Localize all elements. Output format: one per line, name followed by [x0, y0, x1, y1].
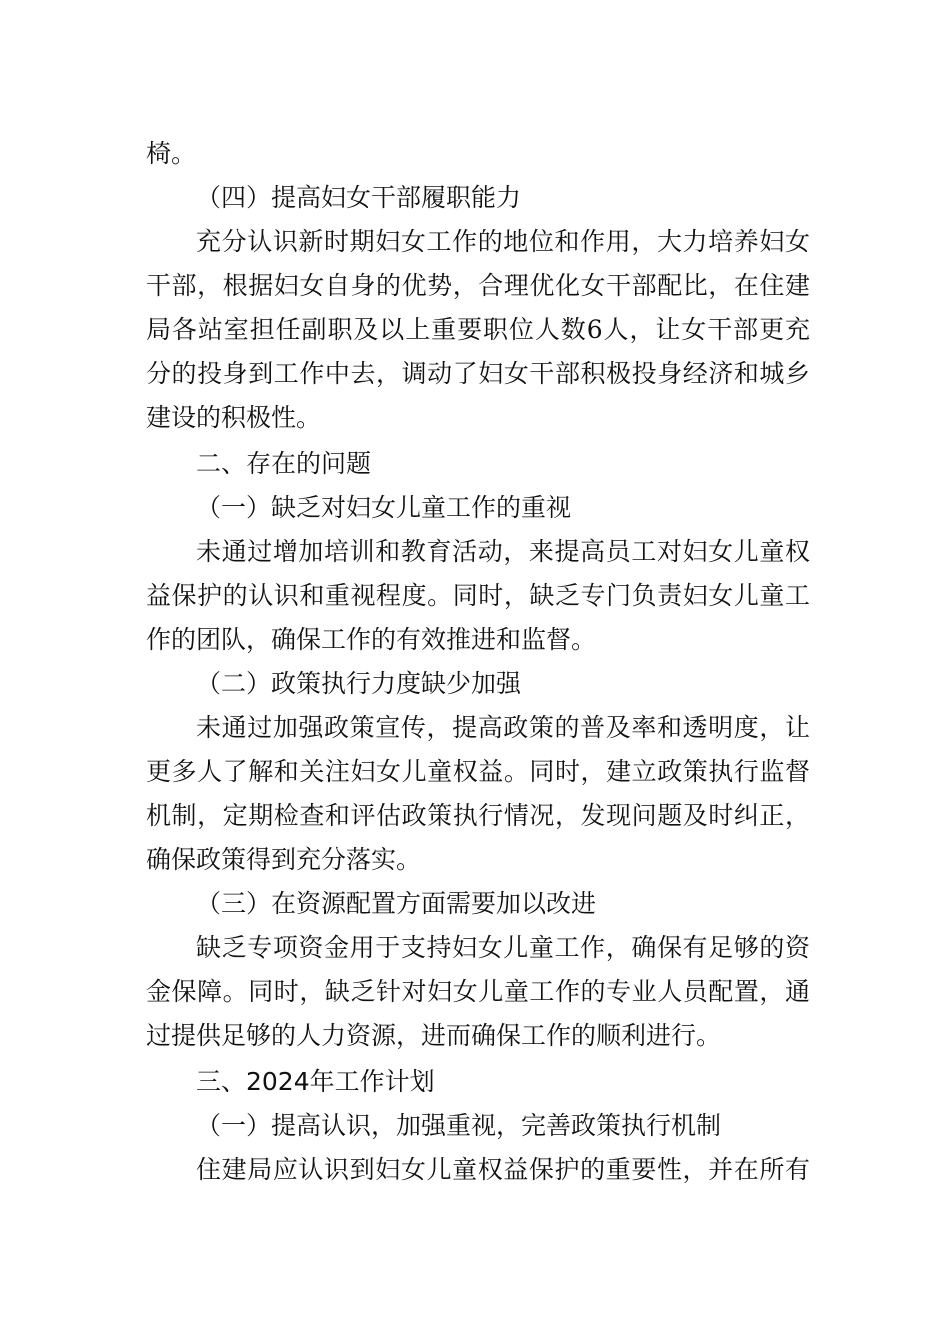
paragraph-line: 充分认识新时期妇女工作的地位和作用，大力培养妇女 [196, 227, 810, 256]
paragraph-line: 机制，定期检查和评估政策执行情况，发现问题及时纠正， [146, 801, 810, 830]
section-heading: 三、2024年工作计划 [196, 1067, 435, 1096]
subsection-heading: （二）政策执行力度缺少加强 [196, 669, 522, 698]
paragraph-line: 金保障。同时，缺乏针对妇女儿童工作的专业人员配置，通 [146, 977, 810, 1006]
paragraph-line: 局各站室担任副职及以上重要职位人数6人，让女干部更充 [146, 315, 810, 344]
subsection-heading: （一）缺乏对妇女儿童工作的重视 [196, 493, 572, 522]
paragraph-line: 未通过增加培训和教育活动，来提高员工对妇女儿童权 [196, 537, 810, 566]
paragraph-line: 确保政策得到充分落实。 [146, 845, 422, 874]
paragraph-line: 更多人了解和关注妇女儿童权益。同时，建立政策执行监督 [146, 757, 810, 786]
paragraph-line: 未通过加强政策宣传，提高政策的普及率和透明度，让 [196, 713, 810, 742]
subsection-heading: （三）在资源配置方面需要加以改进 [196, 889, 597, 918]
section-heading: 二、存在的问题 [196, 449, 372, 478]
paragraph-line: 椅。 [146, 139, 197, 168]
paragraph-line: 干部，根据妇女自身的优势，合理优化女干部配比，在住建 [146, 271, 810, 300]
paragraph-line: 过提供足够的人力资源，进而确保工作的顺利进行。 [146, 1021, 722, 1050]
subsection-heading: （四）提高妇女干部履职能力 [196, 183, 522, 212]
subsection-heading: （一）提高认识，加强重视，完善政策执行机制 [196, 1111, 722, 1140]
paragraph-line: 分的投身到工作中去，调动了妇女干部积极投身经济和城乡 [146, 359, 810, 388]
paragraph-line: 住建局应认识到妇女儿童权益保护的重要性，并在所有 [196, 1155, 810, 1184]
paragraph-line: 益保护的认识和重视程度。同时，缺乏专门负责妇女儿童工 [146, 581, 810, 610]
paragraph-line: 作的团队，确保工作的有效推进和监督。 [146, 625, 597, 654]
paragraph-line: 建设的积极性。 [146, 403, 322, 432]
paragraph-line: 缺乏专项资金用于支持妇女儿童工作，确保有足够的资 [196, 933, 810, 962]
